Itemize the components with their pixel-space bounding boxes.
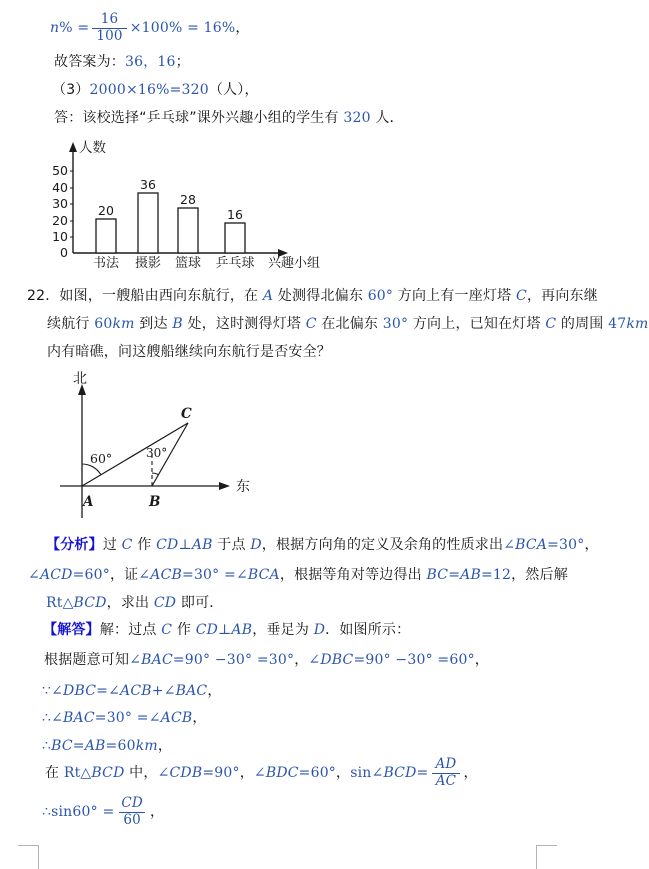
east-label: 东 xyxy=(236,479,250,495)
solution-text: 解：过点 C 作 CD⊥AB，垂足为 D．如图所示： xyxy=(99,622,411,638)
analysis-line-3: Rt△BCD，求出 CD 即可． xyxy=(46,595,224,611)
value-sheying: 36 xyxy=(140,177,156,192)
step-5-post: ， xyxy=(463,765,478,782)
bar-pingpang xyxy=(225,223,245,253)
ytick-40: 40 xyxy=(52,180,68,195)
solution-step-1: 根据题意可知∠BAC=90° −30° =30°，∠DBC=90° −30° =60°， xyxy=(44,652,489,668)
solution-step-2: ∵∠DBC=∠ACB+∠BAC， xyxy=(42,683,222,699)
bar-sheying xyxy=(138,193,158,253)
formula-lead: n% = xyxy=(50,20,90,37)
fraction-numerator: AD xyxy=(435,756,457,772)
category-labels xyxy=(93,255,255,271)
bar-shufa xyxy=(96,219,116,253)
y-axis-title: 人数 xyxy=(79,140,106,156)
cat-shufa: 书法 xyxy=(92,256,120,271)
fraction-CD-60 xyxy=(117,796,147,828)
angle-arc-B xyxy=(152,473,158,475)
question-22-line-3: 内有暗礁，问这艘船继续向东航行是否安全？ xyxy=(47,344,331,360)
fraction-denominator: AC xyxy=(432,773,460,790)
ytick-20: 20 xyxy=(52,213,68,228)
angle-60-label: 60° xyxy=(90,451,113,466)
y-axis-arrow-icon xyxy=(69,142,77,152)
point-A-label: A xyxy=(83,494,94,510)
angle-30-label: 30° xyxy=(146,446,168,460)
ytick-0: 0 xyxy=(60,245,68,260)
solution-tag: 【解答】 xyxy=(43,622,100,638)
ytick-10: 10 xyxy=(52,229,68,244)
value-shufa: 20 xyxy=(98,203,114,218)
y-tick-labels xyxy=(52,163,68,260)
step-6-post: ， xyxy=(149,804,165,821)
x-axis-title: 兴趣小组 xyxy=(268,256,321,271)
fraction-denominator: 100 xyxy=(92,28,126,45)
formula-tail: ×100% = 16%， xyxy=(129,20,250,37)
cat-pingpang: 乒乓球 xyxy=(215,256,255,271)
ytick-30: 30 xyxy=(52,196,68,211)
fraction-AD-AC xyxy=(431,757,460,789)
bar-lanqiu xyxy=(178,208,198,253)
point-B-label: B xyxy=(149,494,161,510)
page-margin-mark-right xyxy=(536,845,557,869)
question-22-line-2: 续航行 60km 到达 B 处，这时测得灯塔 C 在北偏东 30° 方向上，已知在灯塔 C 的周围 47km xyxy=(47,316,649,332)
analysis-tag: 【分析】 xyxy=(46,537,103,553)
bars xyxy=(96,193,245,253)
ytick-50: 50 xyxy=(52,163,68,178)
navigation-diagram xyxy=(50,370,290,522)
solution-step-5 xyxy=(45,757,478,789)
fraction-16-100 xyxy=(92,12,126,44)
answer-summary-line: 故答案为：36，16； xyxy=(54,54,190,70)
part3-calculation-line: （3）2000×16%=320（人）， xyxy=(52,82,259,98)
solution-step-3: ∴∠BAC=30° =∠ACB， xyxy=(42,710,207,726)
bar-chart xyxy=(40,136,340,276)
fraction-denominator: 60 xyxy=(119,812,145,829)
solution-step-4: ∴BC=AB=60km， xyxy=(42,738,173,754)
bar-value-labels xyxy=(98,177,243,222)
fraction-numerator: CD xyxy=(121,795,143,811)
question-22-line-1: 22．如图，一艘船由西向东航行，在 A 处测得北偏东 60° 方向上有一座灯塔 C，再向东继 xyxy=(27,288,598,304)
answer-statement-line: 答：该校选择“乒乓球”课外兴趣小组的学生有 320 人． xyxy=(54,110,404,126)
step-6-pre: ∴sin60° = xyxy=(42,804,115,821)
value-pingpang: 16 xyxy=(227,207,243,222)
step-5-pre: 在 Rt△BCD 中，∠CDB=90°，∠BDC=60°，sin∠BCD= xyxy=(45,765,429,782)
cat-sheying: 摄影 xyxy=(134,256,162,271)
cat-lanqiu: 篮球 xyxy=(174,256,202,271)
formula-n-percent xyxy=(50,12,250,44)
north-label: 北 xyxy=(73,371,87,387)
analysis-text-1: 过 C 作 CD⊥AB 于点 D，根据方向角的定义及余角的性质求出∠BCA=30°， xyxy=(102,537,599,553)
point-C-label: C xyxy=(181,406,192,422)
value-lanqiu: 28 xyxy=(180,192,196,207)
fraction-numerator: 16 xyxy=(100,11,119,27)
analysis-line-1 xyxy=(46,535,599,555)
solution-step-6 xyxy=(42,796,164,828)
analysis-line-2: ∠ACD=60°，证∠ACB=30° =∠BCA，根据等角对等边得出 BC=AB=12，然后解 xyxy=(28,567,568,583)
page-margin-mark-left xyxy=(18,845,39,869)
east-arrow-icon xyxy=(219,482,230,490)
solution-line xyxy=(43,620,410,640)
